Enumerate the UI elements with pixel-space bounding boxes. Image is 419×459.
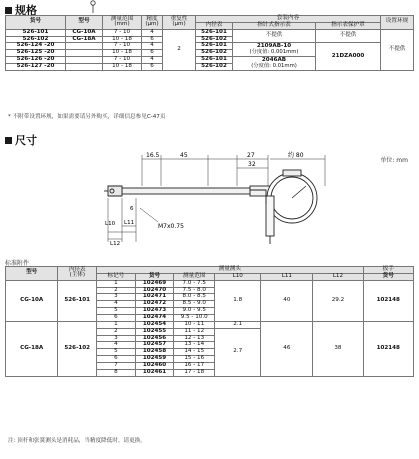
hdr-setting-ring: 设置环规 <box>381 16 414 30</box>
hdr-repeat: 重复性 (μm) <box>163 16 196 30</box>
table-row: 526-125 -20 10 - 18 6 526-102 <box>6 50 414 57</box>
table-row: CG-18A 526-102 1 102454 10 - 11 2.1 46 38 102148 <box>6 321 414 328</box>
hdr-inner-gauge: 内径表 <box>196 22 233 29</box>
probe-icon <box>90 0 96 14</box>
table-row: 4 102457 13 - 14 <box>6 342 414 349</box>
hdr-acc-wrench: 扳手 <box>363 267 413 274</box>
table-row: 526-101 CG-10A 7 - 10 4 2 526-101 不提供 不提供 不提供 <box>6 29 414 36</box>
section-square-icon <box>5 137 12 144</box>
hdr-kit: 套装内容 <box>196 16 381 23</box>
table-row: 526-124 -20 7 - 10 4 526-101 2109AB-10 (分度值: 0.001mm) 21DZA000 <box>6 43 414 50</box>
table-row: CG-10A 526-101 1 102469 7.0 - 7.5 1.8 40 29.2 102148 <box>6 280 414 287</box>
table-row: 6 102459 15 - 16 <box>6 356 414 363</box>
dim-27: 27 <box>247 152 255 159</box>
dim-thread: M7x0.75 <box>158 223 184 230</box>
table-row: 5 102473 9.0 - 9.5 <box>6 308 414 315</box>
table-row: 2 102455 11 - 12 2.7 <box>6 328 414 335</box>
table-row: 3 102456 12 - 13 <box>6 335 414 342</box>
specs-note: * 不附带设置环规，如果需要请另外购买，详细信息参见C-47页 <box>8 114 166 120</box>
hdr-range: 测量范围 (mm) <box>103 16 142 30</box>
section-square-icon <box>5 7 12 14</box>
table-row: 6 102474 9.5 - 10.0 <box>6 315 414 322</box>
specs-table <box>5 15 414 71</box>
dim-phi: 6 <box>130 206 134 212</box>
dimensions-title: 尺寸 <box>5 132 37 148</box>
dim-l12: L12 <box>110 241 121 247</box>
table-row: 526-126 -20 7 - 10 4 526-101 2046AB (分度值: 0.01mm) <box>6 57 414 64</box>
dim-80: 约 80 <box>288 152 304 159</box>
hdr-acc-model: 型号 <box>6 267 58 281</box>
hdr-order-no: 货号 <box>6 16 66 30</box>
repeatability-value: 2 <box>163 29 196 70</box>
table-row: 4 102472 8.5 - 9.0 <box>6 301 414 308</box>
table-row: 526-102 CG-18A 10 - 18 6 526-102 <box>6 36 414 43</box>
hdr-acc-head: 测量测头 <box>97 267 363 274</box>
table-row: 3 102471 8.0 - 8.5 <box>6 294 414 301</box>
dimension-drawing <box>100 146 330 256</box>
dim-32: 32 <box>248 161 256 168</box>
specs-title: 规格 <box>5 2 37 18</box>
hdr-guard: 指示表保护罩 <box>316 22 381 29</box>
dim-45: 45 <box>180 152 188 159</box>
dim-l11: L11 <box>124 220 135 226</box>
table-row: 526-127 -20 10 - 18 6 526-102 <box>6 64 414 71</box>
dim-l10: L10 <box>105 221 116 227</box>
accessories-label: 标准附件 <box>5 260 30 267</box>
hdr-acc-inner: 内径表 (主体) <box>58 267 97 281</box>
unit-label: 单位: mm <box>380 157 408 164</box>
accessories-table: 型号 内径表 (主体) 测量测头 扳手 标记号 货号 测量范围 L10 L11 L12 货号 CG-10A 526-101 1 102469 7.0 - 7.5 1.8 40 29.2 102148 2 102470 7.5 - 8.0 3 102471 8.0 - 8.5 4 102472 8.5 - 9.0 5 102473 9.0 - 9.5 6 102474 9.5 - 10.0 CG-18A 526-102 1 102454 10 - 11 2.1 46 38 102148 2 102455 11 - 12 2.7 3 102456 12 - 13 4 102457 13 - 14 5 102458 14 - 15 6 102459 15 - 16 7 102460 16 - 17 8 102461 17 - 18 <box>5 266 414 377</box>
hdr-accuracy: 精度 (μm) <box>142 16 163 30</box>
hdr-model: 型号 <box>66 16 103 30</box>
table-row: 7 102460 16 - 17 <box>6 363 414 370</box>
table-row: 2 102470 7.5 - 8.0 <box>6 287 414 294</box>
table-row: 8 102461 17 - 18 <box>6 369 414 376</box>
hdr-dial-indicator: 指针式指示表 <box>233 22 316 29</box>
accessories-note: 注: 顶杆和张簧测头是消耗品，当精度降低时，请更换。 <box>8 438 146 444</box>
ring-value: 不提供 <box>381 29 414 70</box>
dim-16-5: 16.5 <box>146 152 160 159</box>
table-row: 5 102458 14 - 15 <box>6 349 414 356</box>
